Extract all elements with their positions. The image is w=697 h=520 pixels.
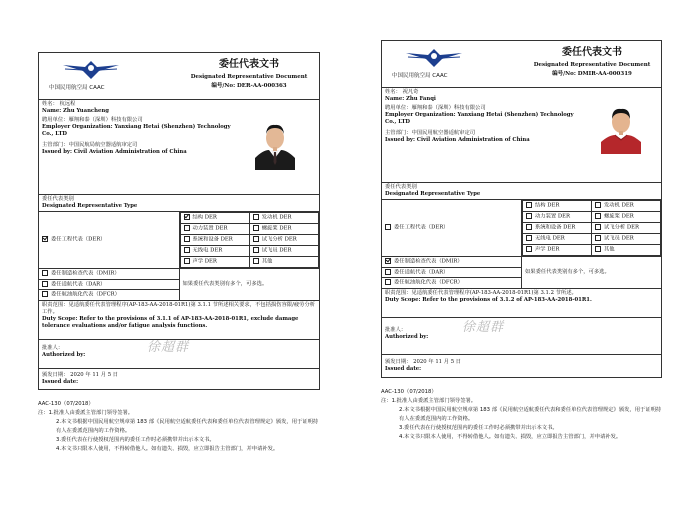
dar-label: 委任适航代表（DAR） bbox=[51, 281, 106, 287]
der-subtype-cell bbox=[180, 213, 249, 224]
other-note: 如果委任代表类别有多个，可多选。 bbox=[522, 257, 662, 289]
der-subtype-label: 无线电 DER bbox=[535, 235, 565, 242]
der-cell bbox=[382, 200, 522, 257]
type-en: Designated Representative Type bbox=[385, 191, 481, 197]
der-subtype-label: 发动机 DER bbox=[604, 202, 634, 209]
der-subtype-row bbox=[180, 257, 319, 268]
der-subtype-label: 声学 DER bbox=[192, 258, 217, 265]
der-subtype-checkbox[interactable] bbox=[253, 247, 259, 253]
dar-row bbox=[382, 268, 521, 279]
der-subtype-checkbox[interactable] bbox=[595, 202, 601, 208]
der-subtype-checkbox[interactable] bbox=[595, 246, 601, 252]
type-en: Designated Representative Type bbox=[42, 203, 138, 209]
der-label: 委任工程代表（DER） bbox=[394, 224, 449, 231]
title-zh: 委任代表文书 bbox=[219, 59, 279, 70]
portrait-photo bbox=[255, 114, 295, 170]
der-label: 委任工程代表（DER） bbox=[51, 236, 106, 243]
approver-cell bbox=[382, 317, 662, 354]
other-types-cell bbox=[39, 269, 180, 301]
date-en: Issued date: bbox=[42, 378, 79, 385]
name-zh: 姓名： 杭远程 bbox=[42, 101, 76, 107]
der-cell bbox=[39, 212, 180, 269]
header-cell bbox=[39, 53, 320, 100]
der-subtype-label: 其他 bbox=[604, 246, 615, 253]
title-zh: 委任代表文书 bbox=[562, 47, 622, 58]
der-subtype-cell bbox=[523, 223, 592, 234]
der-subtype-cell bbox=[523, 245, 592, 256]
document-number: 编号/No: DMIR-AA-000319 bbox=[552, 71, 632, 77]
dmir-row bbox=[382, 257, 521, 268]
date-zh: 颁发日期： 2020 年 11 月 5 日 bbox=[385, 358, 462, 365]
dfcr-row bbox=[39, 290, 179, 300]
der-subtype-cell bbox=[592, 245, 661, 256]
approver-en: Authorized by: bbox=[42, 351, 86, 358]
dmir-label: 委任制造检查代表（DMIR） bbox=[394, 258, 463, 265]
der-subtype-checkbox[interactable] bbox=[526, 202, 532, 208]
der-subtype-row bbox=[523, 245, 661, 256]
der-subtype-label: 系统和设备 DER bbox=[535, 224, 576, 231]
dfcr-checkbox[interactable] bbox=[42, 291, 48, 297]
dfcr-row bbox=[382, 278, 521, 288]
employer-zh: 聘用单位：雁翔和泰（深圳）科技有限公司 bbox=[42, 117, 143, 123]
form-id: AAC-130（07/2018） bbox=[38, 400, 94, 407]
dfcr-checkbox[interactable] bbox=[385, 279, 391, 285]
der-subtype-checkbox[interactable] bbox=[184, 225, 190, 231]
note-2: 2.本文书根据中国民用航空规章第 183 部《民用航空适航委任代表和委任单位代表管理规定》颁发，用于证明持有人在委派范围内的工作资格。 bbox=[56, 418, 319, 434]
authority-en: Issued by: Civil Aviation Administration of China bbox=[42, 149, 187, 155]
dmir-row bbox=[39, 269, 179, 280]
der-subtype-label: 动力装置 DER bbox=[535, 213, 570, 220]
title-en: Designated Representative Document bbox=[533, 62, 651, 68]
employer-zh: 聘用单位：雁翔和泰（深圳）科技有限公司 bbox=[385, 105, 486, 111]
der-subtype-label: 无线电 DER bbox=[192, 247, 223, 254]
authority-en: Issued by: Civil Aviation Administration of China bbox=[385, 137, 530, 143]
notes bbox=[381, 388, 662, 442]
der-subtypes bbox=[180, 212, 320, 268]
portrait-photo bbox=[601, 98, 641, 154]
der-subtype-row bbox=[523, 223, 661, 234]
der-subtype-label: 结构 DER bbox=[192, 214, 217, 221]
der-subtype-checkbox[interactable] bbox=[526, 224, 532, 230]
der-subtype-checkbox[interactable] bbox=[253, 225, 259, 231]
der-subtype-cell bbox=[249, 246, 318, 257]
der-subtype-label: 其他 bbox=[261, 258, 273, 265]
caac-logo-icon bbox=[404, 45, 464, 69]
scope-en: Duty Scope: Refer to the provisions of 3.1.2 of AP-183-AA-2018-01R1. bbox=[385, 296, 592, 303]
der-subtype-checkbox[interactable] bbox=[526, 246, 532, 252]
der-subtype-label: 试飞员 DER bbox=[261, 247, 292, 254]
document-right bbox=[381, 40, 662, 442]
org-name: 中国民用航空局 CAAC bbox=[49, 85, 105, 91]
caac-logo-icon bbox=[61, 57, 121, 81]
note-2: 2.本文书根据中国民用航空规章第 183 部《民用航空适航委任代表和委任单位代表管理规定》颁发，用于证明持有人在委派范围内的工作资格。 bbox=[399, 406, 662, 422]
der-checkbox[interactable] bbox=[385, 224, 391, 230]
dmir-label: 委任制造检查代表（DMIR） bbox=[51, 270, 120, 277]
date-en: Issued date: bbox=[385, 365, 422, 372]
der-subtype-cell bbox=[592, 234, 661, 245]
der-subtype-label: 试飞员 DER bbox=[604, 235, 634, 242]
type-heading bbox=[382, 183, 662, 200]
title-en: Designated Representative Document bbox=[190, 74, 308, 80]
der-subtype-label: 系统和设备 DER bbox=[192, 236, 233, 243]
form-table bbox=[381, 40, 662, 378]
der-subtype-row bbox=[523, 212, 661, 223]
dar-row bbox=[39, 280, 179, 291]
employer-en: Employer Organization: Yanxiang Hetai (Shenzhen) Technology Co., LTD bbox=[42, 124, 231, 137]
note-3: 3.委任代表在行使授权范围内的委任工作时必须携带并出示本文书。 bbox=[399, 424, 558, 431]
scope-zh: 职责范围：见适航委任代表管理程序(AP-183-AA-2018-01R1)第 3.1.1 节所述相关要求，不包括损伤容限/疲劳分析工作。 bbox=[42, 301, 316, 315]
der-subtype-label: 螺旋桨 DER bbox=[604, 213, 634, 220]
scope-zh: 职责范围：见适航委任代表管理程序(AP-183-AA-2018-01R1)第 3.1.2 节所述。 bbox=[385, 289, 577, 296]
der-subtype-label: 试飞分析 DER bbox=[261, 236, 297, 243]
der-subtype-cell bbox=[180, 257, 249, 268]
other-types-cell bbox=[382, 257, 522, 289]
der-subtype-cell bbox=[523, 234, 592, 245]
der-subtype-label: 螺旋桨 DER bbox=[261, 225, 292, 232]
der-subtype-label: 发动机 DER bbox=[261, 214, 292, 221]
approver-zh: 批准人： bbox=[385, 326, 407, 333]
der-subtype-label: 结构 DER bbox=[535, 202, 560, 209]
org-name: 中国民用航空局 CAAC bbox=[392, 73, 448, 79]
der-subtype-checkbox[interactable] bbox=[595, 213, 601, 219]
document-number: 编号/No: DER-AA-000363 bbox=[211, 83, 287, 89]
scope-cell bbox=[39, 300, 320, 339]
approver-cell bbox=[39, 339, 320, 368]
dar-checkbox[interactable] bbox=[42, 281, 48, 287]
dfcr-label: 委任航油航化代表（DFCR） bbox=[394, 279, 463, 286]
der-subtypes bbox=[522, 200, 661, 256]
der-subtype-checkbox[interactable] bbox=[253, 236, 259, 242]
der-subtype-row bbox=[523, 201, 661, 212]
name-en: Name: Zhu Yuancheng bbox=[42, 108, 109, 114]
date-zh: 颁发日期： 2020 年 11 月 5 日 bbox=[42, 371, 119, 378]
der-subtype-row bbox=[180, 246, 319, 257]
der-subtype-checkbox[interactable] bbox=[253, 214, 259, 220]
der-subtype-checkbox[interactable] bbox=[595, 235, 601, 241]
employer-en: Employer Organization: Yanxiang Hetai (Shenzhen) Technology Co., LTD bbox=[385, 112, 574, 125]
signature: 徐超群 bbox=[462, 319, 505, 335]
der-subtype-cell bbox=[180, 246, 249, 257]
header-cell bbox=[382, 41, 662, 88]
der-subtype-label: 声学 DER bbox=[535, 246, 560, 253]
der-subtype-checkbox[interactable] bbox=[184, 236, 190, 242]
notes bbox=[38, 400, 320, 454]
der-subtype-checkbox[interactable] bbox=[184, 247, 190, 253]
der-subtype-cell bbox=[249, 235, 318, 246]
der-subtype-checkbox[interactable] bbox=[184, 214, 190, 220]
note-1: 注：1.批准人由委派主管部门领导签署。 bbox=[38, 409, 134, 416]
authority-zh: 主管部门：中国民航局航空器适航审定司 bbox=[42, 142, 138, 148]
der-subtype-cell bbox=[592, 201, 661, 212]
der-subtype-cell bbox=[249, 224, 318, 235]
name-en: Name: Zhu Fanqi bbox=[385, 96, 436, 102]
dar-checkbox[interactable] bbox=[385, 269, 391, 275]
note-1: 注：1.批准人由委派主管部门领导签署。 bbox=[381, 397, 477, 404]
holder-info bbox=[39, 100, 320, 195]
der-subtype-label: 试飞分析 DER bbox=[604, 224, 639, 231]
der-subtype-row bbox=[180, 235, 319, 246]
der-subtype-cell bbox=[523, 212, 592, 223]
dar-label: 委任适航代表（DAR） bbox=[394, 269, 449, 275]
der-subtype-checkbox[interactable] bbox=[253, 258, 259, 264]
der-subtype-cell bbox=[592, 212, 661, 223]
der-subtype-label: 动力装置 DER bbox=[192, 225, 228, 232]
note-4: 4.本文书只限本人使用，不得转借他人。如有遗失、损毁，应立即报告主管部门，并申请补发。 bbox=[399, 433, 622, 440]
note-4: 4.本文书只限本人使用，不得转借他人。如有遗失、损毁，应立即报告主管部门，并申请补发。 bbox=[56, 445, 279, 452]
form-table bbox=[38, 52, 320, 390]
der-subtypes-cell bbox=[179, 212, 320, 269]
approver-en: Authorized by: bbox=[385, 333, 429, 340]
document-left bbox=[38, 52, 320, 454]
name-zh: 姓名： 祝凡奇 bbox=[385, 89, 419, 95]
note-3: 3.委任代表在行使授权范围内的委任工作时必须携带并出示本文书。 bbox=[56, 436, 215, 443]
der-subtype-cell bbox=[592, 223, 661, 234]
type-zh: 委任代表类别 bbox=[385, 184, 417, 190]
der-checkbox[interactable] bbox=[42, 236, 48, 242]
date-cell bbox=[382, 354, 662, 377]
der-subtype-checkbox[interactable] bbox=[184, 258, 190, 264]
der-subtypes-cell bbox=[522, 200, 662, 257]
date-cell bbox=[39, 368, 320, 389]
dmir-checkbox[interactable] bbox=[42, 270, 48, 276]
authority-zh: 主管部门：中国民用航空器适航审定司 bbox=[385, 130, 476, 136]
der-subtype-cell bbox=[523, 201, 592, 212]
der-subtype-cell bbox=[249, 257, 318, 268]
der-subtype-cell bbox=[180, 224, 249, 235]
der-subtype-checkbox[interactable] bbox=[595, 224, 601, 230]
form-id: AAC-130（07/2018） bbox=[381, 388, 437, 395]
der-subtype-cell bbox=[180, 235, 249, 246]
type-heading bbox=[39, 195, 320, 212]
approver-zh: 批准人： bbox=[42, 344, 64, 351]
scope-cell bbox=[382, 288, 662, 317]
scope-en: Duty Scope: Refer to the provisions of 3.1.1 of AP-183-AA-2018-01R1, exclude damage tolerance evaluations and/or fatigue analysis functions. bbox=[42, 315, 299, 329]
der-subtype-cell bbox=[249, 213, 318, 224]
type-zh: 委任代表类别 bbox=[42, 196, 74, 202]
der-subtype-checkbox[interactable] bbox=[526, 213, 532, 219]
dmir-checkbox[interactable] bbox=[385, 258, 391, 264]
der-subtype-row bbox=[523, 234, 661, 245]
dfcr-label: 委任航油航化代表（DFCR） bbox=[51, 291, 120, 298]
holder-info bbox=[382, 88, 662, 183]
der-subtype-row bbox=[180, 213, 319, 224]
der-subtype-checkbox[interactable] bbox=[526, 235, 532, 241]
der-subtype-row bbox=[180, 224, 319, 235]
signature: 徐超群 bbox=[147, 339, 190, 355]
other-note: 如果委任代表类别有多个，可多选。 bbox=[179, 269, 320, 301]
